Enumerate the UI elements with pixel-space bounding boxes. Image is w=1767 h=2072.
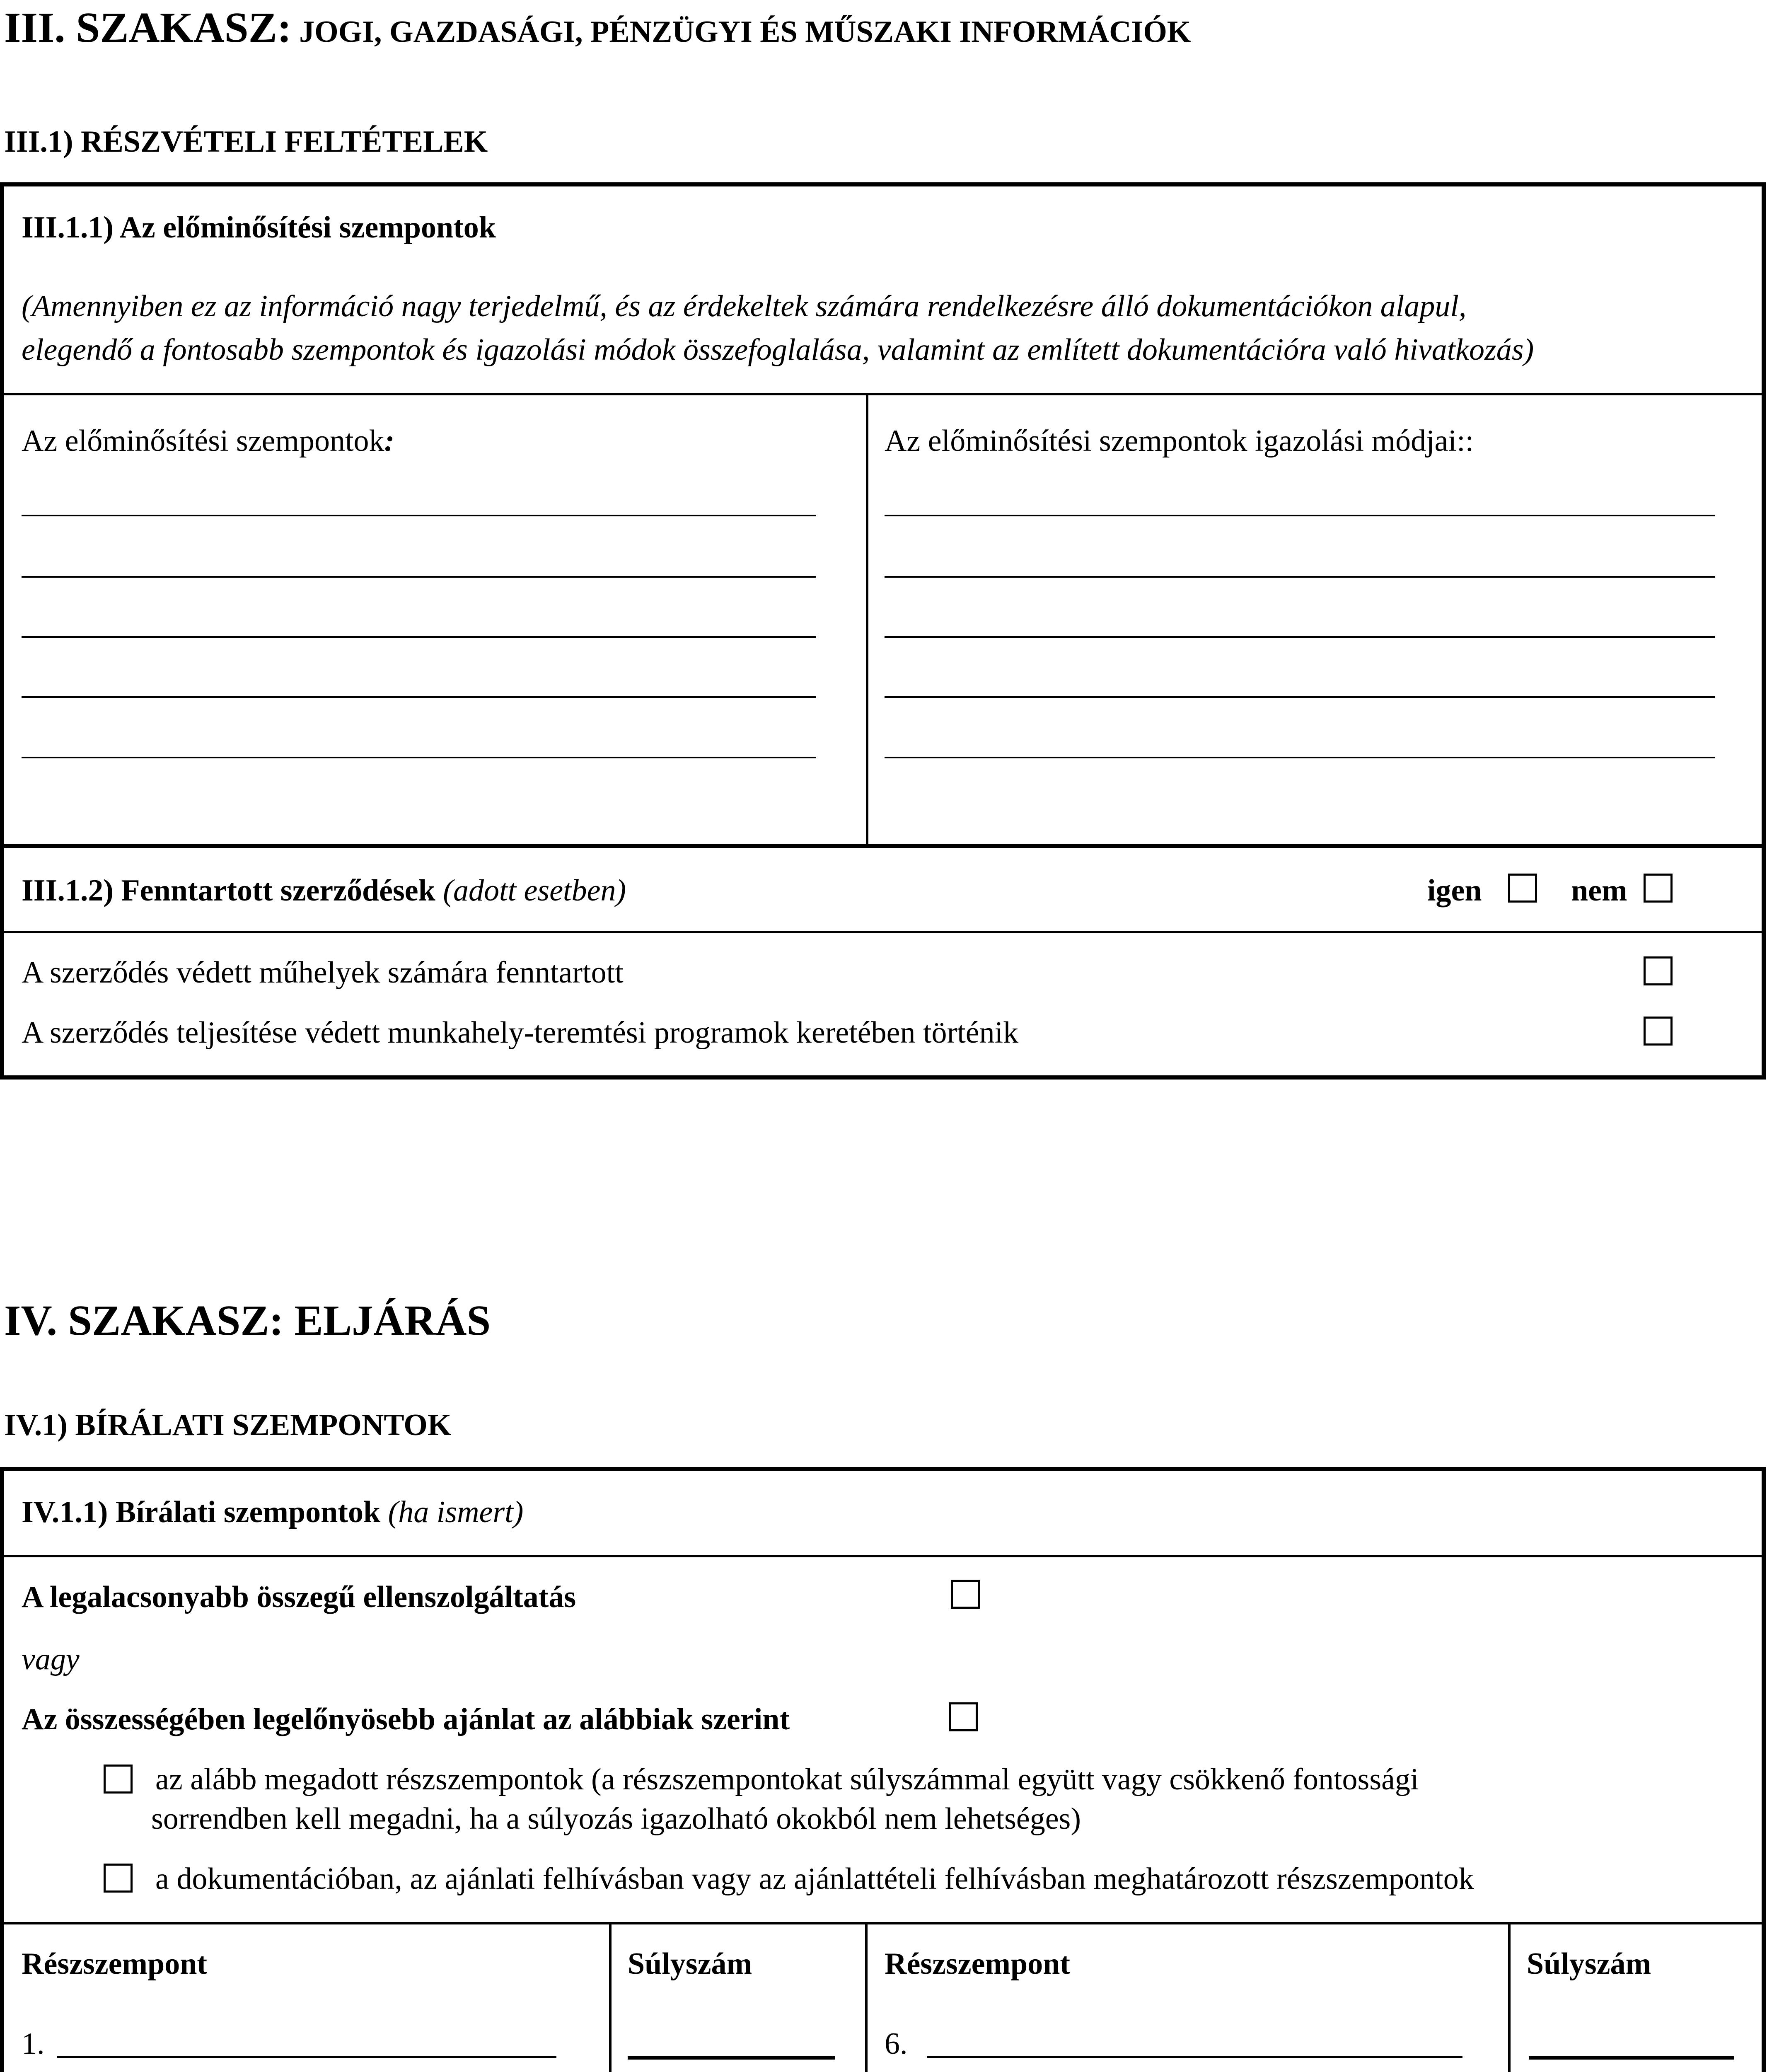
sheltered-workshops-checkbox[interactable] [1644,956,1673,985]
criteria-input-line[interactable] [22,576,816,578]
sheltered-employment-text: A szerződés teljesítése védett munkahely-teremtési programok keretében történik [22,1016,1019,1050]
weight-header-left: Súlyszám [628,1947,752,1981]
weight-input-line[interactable] [1529,2056,1734,2060]
lowest-price-checkbox[interactable] [951,1580,980,1609]
most-advantageous-label: Az összességében legelőnyösebb ajánlat az alábbiak szerint [22,1702,790,1736]
criteria-input-line[interactable] [22,696,816,698]
section4-sub-title: BÍRÁLATI SZEMPONTOK [75,1408,452,1442]
criteria-column-colon: : [384,424,395,458]
sheltered-workshops-text: A szerződés védett műhelyek számára fenntartott [22,956,624,990]
documented-subcriteria-checkbox[interactable] [104,1864,133,1893]
row-number: 6. [885,2027,908,2061]
section3-subtitle [4,123,488,160]
row-number: 1. [22,2027,45,2061]
column-divider [1508,1922,1511,2072]
listed-subcriteria-line2: sorrendben kell megadni, ha a súlyozás igazolható okokból nem lehetséges) [151,1802,1081,1836]
listed-subcriteria-line1: az alább megadott részszempontok (a részszempontokat súlyszámmal együtt vagy csökkenő fontossági [155,1762,1419,1796]
column-divider [866,393,868,845]
section4-subtitle [4,1407,451,1444]
yes-checkbox[interactable] [1508,874,1537,903]
no-label: nem [1571,874,1627,908]
weight-input-line[interactable] [628,2056,835,2060]
column-divider [865,1922,868,2072]
divider [0,1922,1766,1924]
section4-title: IV. SZAKASZ: ELJÁRÁS [4,1297,491,1344]
section4-sub-num: IV.1) [4,1408,68,1442]
subcriterion-input-line[interactable] [927,2056,1462,2058]
divider [0,931,1766,933]
prequalification-title: III.1.1) Az előminősítési szempontok [22,211,496,244]
reserved-contracts-label: III.1.2) Fenntartott szerződések [22,874,435,908]
proof-input-line[interactable] [885,636,1715,638]
reserved-contracts-note: (adott esetben) [443,874,626,908]
prequalification-note-line2: elegendő a fontosabb szempontok és igazolási módok összefoglalása, valamint az említett dokumentációra való hivatkozás) [22,333,1534,367]
section3-title-rest: JOGI, GAZDASÁGI, PÉNZÜGYI ÉS MŰSZAKI INFORMÁCIÓK [299,15,1191,49]
sheltered-employment-checkbox[interactable] [1644,1017,1673,1046]
lowest-price-label: A legalacsonyabb összegű ellenszolgáltatás [22,1580,576,1614]
section3-sub-title: RÉSZVÉTELI FELTÉTELEK [81,125,488,159]
criteria-input-line[interactable] [22,636,816,638]
prequalification-note-line1: (Amennyiben ez az információ nagy terjedelmű, és az érdekeltek számára rendelkezésre álló dokumentációkon alapul, [22,289,1467,323]
award-criteria-title [22,1494,523,1531]
proof-input-line[interactable] [885,757,1715,758]
subcriterion-header-right: Részszempont [885,1947,1071,1981]
divider [0,844,1766,848]
listed-subcriteria-checkbox[interactable] [104,1765,133,1794]
section3-sub-num: III.1) [4,125,73,159]
criteria-input-line[interactable] [22,757,816,758]
divider [0,1555,1766,1557]
column-divider [609,1922,612,2072]
criteria-column-header [22,423,394,460]
section3-title [4,2,1191,54]
divider [0,393,1766,395]
documented-subcriteria-text: a dokumentációban, az ajánlati felhívásban vagy az ajánlattételi felhívásban meghatározott részszempontok [155,1862,1474,1896]
criteria-input-line[interactable] [22,515,816,516]
yes-label: igen [1427,874,1482,908]
award-criteria-note: (ha ismert) [388,1495,524,1529]
criteria-column-label: Az előminősítési szempontok [22,424,384,458]
reserved-contracts-title [22,872,626,909]
proof-input-line[interactable] [885,696,1715,698]
proof-input-line[interactable] [885,515,1715,516]
subcriterion-header-left: Részszempont [22,1947,208,1981]
weight-header-right: Súlyszám [1527,1947,1651,1981]
section3-title-main: III. SZAKASZ: [4,4,292,51]
most-advantageous-checkbox[interactable] [949,1702,978,1731]
subcriterion-input-line[interactable] [57,2056,556,2058]
proof-input-line[interactable] [885,576,1715,578]
no-checkbox[interactable] [1644,874,1673,903]
or-label: vagy [22,1642,80,1676]
proof-column-header: Az előminősítési szempontok igazolási módjai:: [885,424,1474,458]
award-criteria-label: IV.1.1) Bírálati szempontok [22,1495,381,1529]
